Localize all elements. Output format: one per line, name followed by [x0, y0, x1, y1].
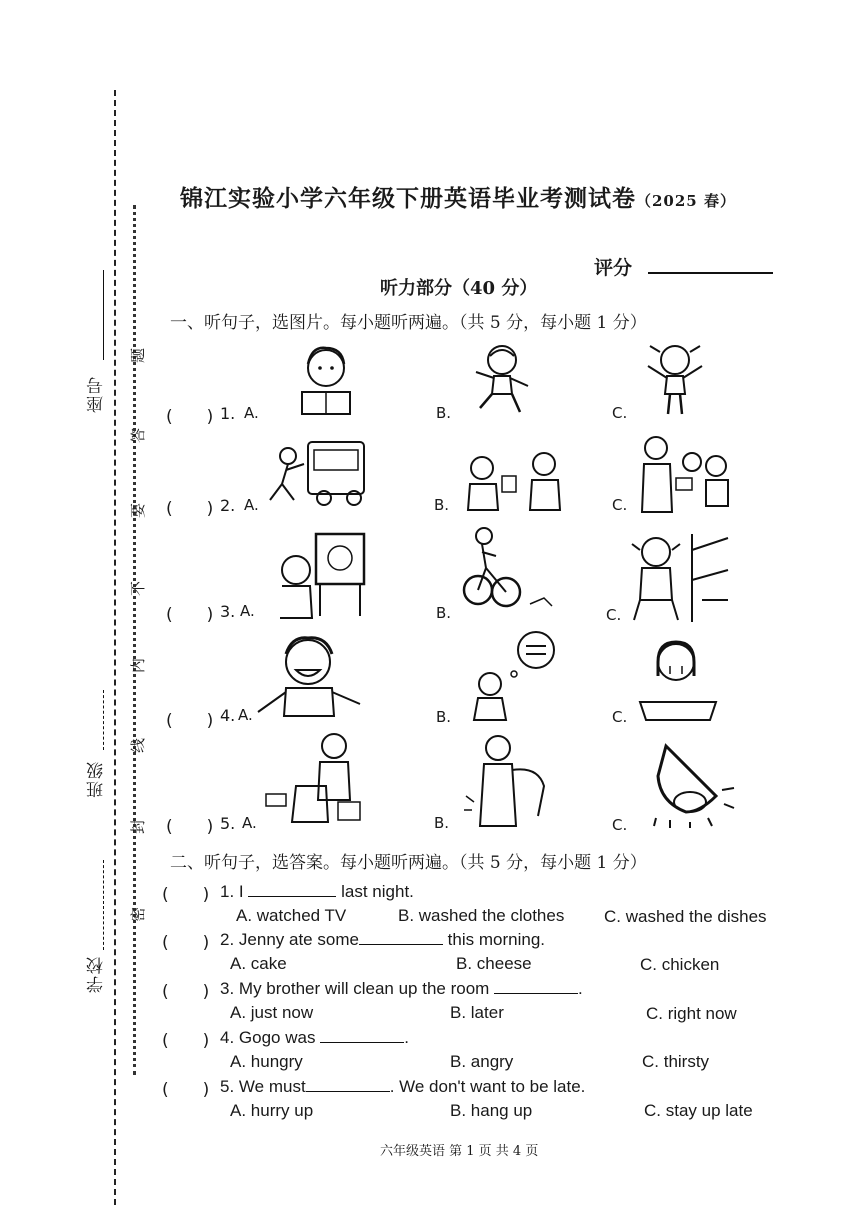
answer-paren[interactable]: ( ) — [166, 605, 214, 625]
option-label: B. — [434, 496, 450, 514]
option-label: A. — [238, 706, 253, 724]
family-gift-picture — [636, 432, 734, 516]
man-headache-picture — [628, 530, 732, 624]
question-stem: 1. I last night. — [220, 882, 414, 901]
boy-packing-bag-picture — [262, 730, 368, 826]
seal-char: 密 — [129, 906, 148, 923]
answer-paren[interactable]: ( ) — [166, 407, 214, 427]
school-label: 学校 — [87, 955, 107, 993]
option-b[interactable]: B. cheese — [456, 954, 532, 973]
option-label: A. — [242, 814, 257, 832]
question-number: 1. — [220, 404, 236, 423]
option-a[interactable]: A. hungry — [230, 1052, 303, 1071]
boy-running-picture — [468, 342, 538, 417]
question-stem: 4. Gogo was . — [220, 1028, 409, 1047]
class-blank — [103, 690, 104, 750]
option-label: C. — [612, 816, 628, 834]
option-label: B. — [436, 708, 452, 726]
binding-dashed-line — [114, 90, 116, 1205]
answer-paren[interactable]: ( ) — [166, 711, 214, 731]
girl-crying-picture — [636, 636, 720, 722]
option-label: C. — [606, 606, 622, 624]
option-a[interactable]: A. watched TV — [236, 906, 347, 925]
question-number: 3. — [220, 602, 236, 621]
seal-char: 题 — [129, 347, 148, 364]
question-stem: 2. Jenny ate some this morning. — [220, 930, 545, 949]
girl-cheering-picture — [640, 340, 710, 418]
answer-blank[interactable] — [306, 1091, 390, 1092]
answer-paren[interactable]: ( ) — [166, 499, 214, 519]
option-b[interactable]: B. washed the clothes — [398, 906, 565, 925]
class-label: 班级 — [87, 760, 107, 798]
option-label: A. — [244, 404, 259, 422]
seal-char: 要 — [129, 502, 148, 519]
question-stem: 3. My brother will clean up the room . — [220, 979, 583, 998]
option-label: C. — [612, 708, 628, 726]
part1-heading: 一、听句子，选图片。每小题听两遍。（共 5 分，每小题 1 分） — [170, 313, 647, 333]
option-a[interactable]: A. cake — [230, 954, 287, 973]
option-label: B. — [434, 814, 450, 832]
option-c[interactable]: C. stay up late — [644, 1101, 753, 1120]
option-label: C. — [612, 496, 628, 514]
option-c[interactable]: C. right now — [646, 1004, 737, 1023]
question-number: 2. — [220, 496, 236, 515]
question-stem: 5. We must . We don't want to be late. — [220, 1077, 586, 1096]
option-b[interactable]: B. angry — [450, 1052, 514, 1071]
boy-hungry-picture — [466, 630, 562, 722]
riding-bike-picture — [460, 526, 556, 618]
answer-paren[interactable]: ( ) — [162, 933, 210, 953]
answer-blank[interactable] — [494, 993, 578, 994]
score-label: 评分 — [594, 257, 633, 279]
seat-label: 座号 — [87, 375, 107, 413]
seat-blank — [103, 270, 104, 360]
putting-on-coat-picture — [458, 730, 562, 830]
option-c[interactable]: C. chicken — [640, 955, 720, 974]
exam-title: 锦江实验小学六年级下册英语毕业考测试卷（2025 春） — [180, 185, 736, 212]
answer-paren[interactable]: ( ) — [166, 817, 214, 837]
answer-blank[interactable] — [359, 944, 443, 945]
option-label: C. — [612, 404, 628, 422]
giving-card-picture — [462, 448, 572, 516]
binding-dotted-line — [133, 205, 136, 1075]
part2-heading: 二、听句子，选答案。每小题听两遍。（共 5 分，每小题 1 分） — [170, 853, 647, 873]
score-blank[interactable] — [648, 272, 773, 274]
answer-paren[interactable]: ( ) — [162, 1080, 210, 1100]
question-number: 4. — [220, 706, 236, 725]
option-label: B. — [436, 604, 452, 622]
option-a[interactable]: A. hurry up — [230, 1101, 314, 1120]
option-label: A. — [240, 602, 255, 620]
option-a[interactable]: A. just now — [230, 1003, 314, 1022]
option-c[interactable]: C. washed the dishes — [604, 907, 767, 926]
boy-reading-picture — [296, 342, 356, 417]
seal-char: 线 — [129, 737, 148, 754]
seal-char: 不 — [129, 580, 148, 597]
answer-paren[interactable]: ( ) — [162, 885, 210, 905]
option-c[interactable]: C. thirsty — [642, 1052, 710, 1071]
option-b[interactable]: B. later — [450, 1003, 504, 1022]
answer-blank[interactable] — [320, 1042, 404, 1043]
option-b[interactable]: B. hang up — [450, 1101, 533, 1120]
lamp-light-picture — [646, 742, 736, 828]
school-blank — [103, 860, 104, 950]
seal-char: 封 — [129, 818, 148, 835]
running-for-bus-picture — [264, 434, 368, 510]
option-label: A. — [244, 496, 259, 514]
option-label: B. — [436, 404, 452, 422]
seal-char: 内 — [129, 657, 148, 674]
answer-paren[interactable]: ( ) — [162, 1031, 210, 1051]
boy-watching-tv-picture — [272, 530, 368, 620]
answer-paren[interactable]: ( ) — [162, 982, 210, 1002]
question-number: 5. — [220, 814, 236, 833]
answer-blank[interactable] — [248, 896, 336, 897]
seal-char: 答 — [129, 427, 148, 444]
boy-laughing-picture — [254, 634, 364, 718]
section-title: 听力部分（40 分） — [380, 278, 538, 299]
page-footer: 六年级英语 第 1 页 共 4 页 — [380, 1144, 539, 1159]
